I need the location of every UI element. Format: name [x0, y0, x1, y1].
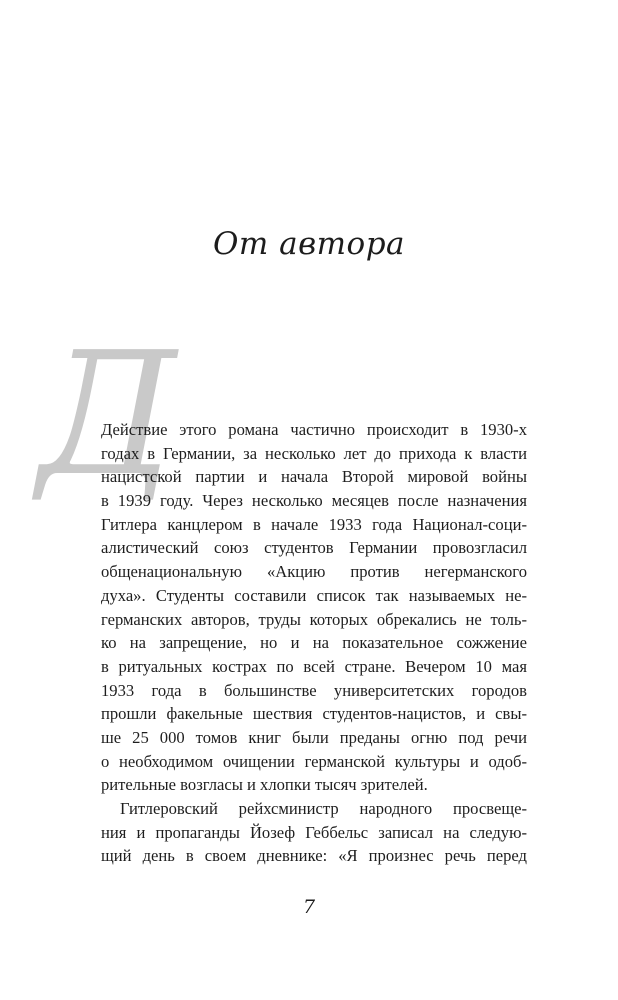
text-line: духа». Студенты составили список так называемых не-	[101, 585, 527, 605]
text-line: 1933 года в большинстве университетских городов	[101, 680, 527, 700]
text-line: Гитлеровский рейхсминистр народного просвеще-	[120, 799, 527, 818]
text-line: о необходимом очищении германской культуры и одоб-	[101, 751, 527, 771]
page-number: 7	[302, 896, 316, 918]
text-line: ния и пропаганды Йозеф Геббельс записал на следую-	[101, 822, 527, 842]
text-line: рительные возгласы и хлопки тысяч зрителей.	[101, 775, 428, 795]
text-line: нацистской партии и начала Второй мировой войны	[101, 467, 527, 487]
text-line: прошли факельные шествия студентов-нацистов, и свы-	[101, 704, 527, 724]
text-line: щий день в своем дневнике: «Я произнес речь перед	[101, 846, 527, 866]
text-line: общенациональную «Акцию против негерманского	[101, 562, 527, 582]
text-line: германских авторов, труды которых обрекались не толь-	[101, 609, 527, 629]
text-line: в 1939 году. Через несколько месяцев после назначения	[101, 491, 527, 511]
text-line: в ритуальных кострах по всей стране. Вечером 10 мая	[101, 656, 527, 676]
text-line: годах в Германии, за несколько лет до прихода к власти	[101, 443, 527, 463]
text-line: Действие этого романа частично происходит в 1930-х	[101, 420, 527, 439]
drop-cap: Д	[38, 316, 177, 514]
text-line: ко на запрещение, но и на показательное сожжение	[101, 633, 527, 653]
text-line: алистический союз студентов Германии провозгласил	[101, 538, 527, 558]
text-line: ше 25 000 томов книг были преданы огню под речи	[101, 727, 527, 747]
text-line: Гитлера канцлером в начале 1933 года Национал-соци-	[101, 514, 527, 534]
body-text	[101, 418, 527, 868]
chapter-title: От автора	[212, 226, 406, 262]
